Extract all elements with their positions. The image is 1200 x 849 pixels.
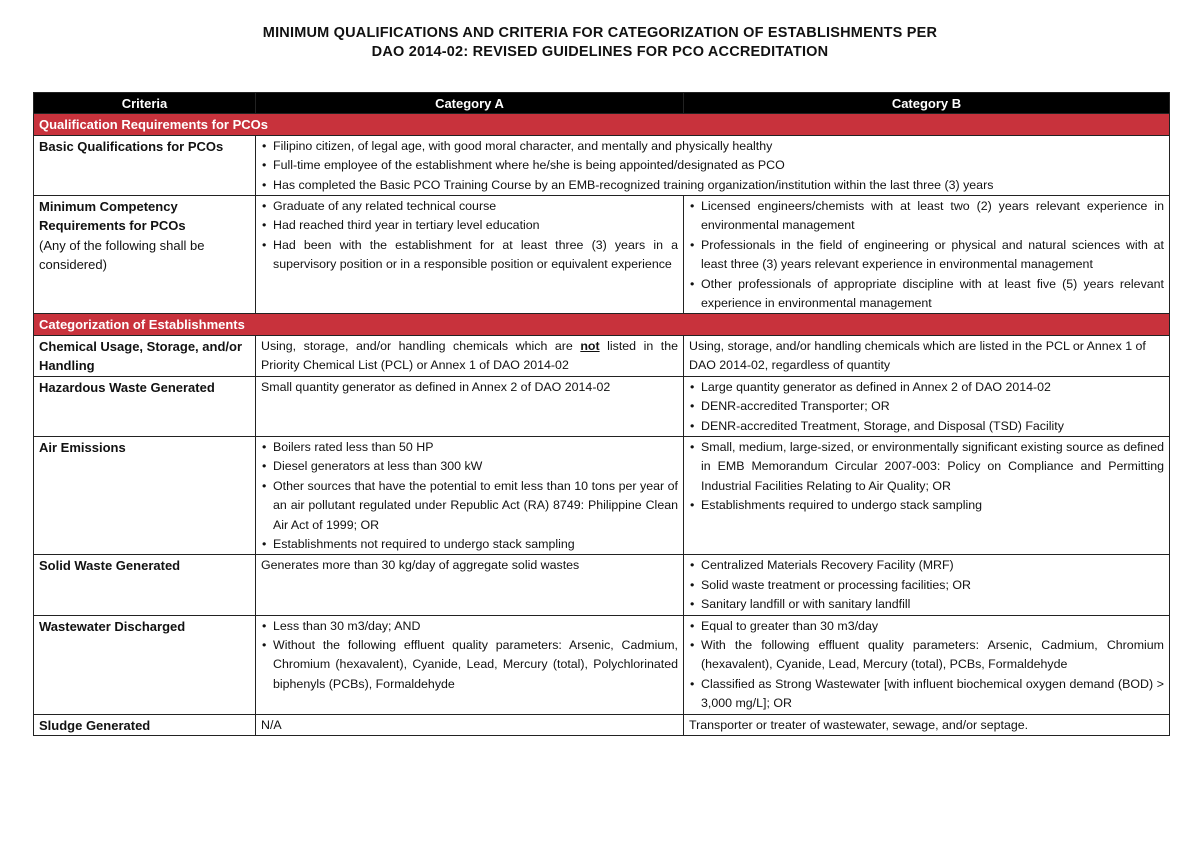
list-item: • Without the following effluent quality parameters: Arsenic, Cadmium, Chromium (hexavalent), Cyanide, Lead, Mercury (total), Polychlorinated biphenyls (PCBs), Formaldehyde [261,636,678,694]
criteria-sludge: Sludge Generated [34,714,256,735]
table-row-chemical [34,335,1170,376]
criteria-hazardous: Hazardous Waste Generated [34,376,256,436]
list-item: • Had reached third year in tertiary level education [261,216,678,235]
list-item: • Other professionals of appropriate discipline with at least five (5) years relevant experience in environmental management [689,275,1164,314]
sludge-category-b: Transporter or treater of wastewater, sewage, and/or septage. [684,714,1170,735]
header-category-b: Category B [684,93,1170,114]
solid-category-b [684,555,1170,615]
criteria-basic: Basic Qualifications for PCOs [34,135,256,195]
table-row-competency [34,196,1170,314]
table-row-hazardous [34,376,1170,436]
table-row-solid [34,555,1170,615]
chemical-a-text-end: listed in the Priority Chemical List (PCL) or Annex 1 of DAO 2014-02 [261,338,679,373]
list-item: • Equal to greater than 30 m3/day [689,617,1164,636]
list-item: • Diesel generators at less than 300 kW [261,457,678,476]
criteria-competency [34,196,256,314]
chemical-category-b: Using, storage, and/or handling chemicals which are listed in the PCL or Annex 1 of DAO 2014-02, regardless of quantity [684,335,1170,376]
list-item: • Small, medium, large-sized, or environmentally significant existing source as defined in EMB Memorandum Circular 2007-003: Policy on Compliance and Permitting Industrial Facilities Relating to Air Quality; OR [689,438,1164,496]
list-item: • Professionals in the field of engineering or physical and natural sciences with at least three (3) years relevant experience in environmental management [689,236,1164,275]
section-row-qualification [34,114,1170,135]
list-item: • Sanitary landfill or with sanitary landfill [689,595,1164,614]
basic-requirements [256,135,1170,195]
sludge-category-a: N/A [256,714,684,735]
criteria-wastewater: Wastewater Discharged [34,615,256,714]
table-header-row [34,93,1170,114]
criteria-air: Air Emissions [34,436,256,554]
table-row-sludge [34,714,1170,735]
criteria-table [33,92,1170,736]
wastewater-category-b [684,615,1170,714]
list-item: • Large quantity generator as defined in Annex 2 of DAO 2014-02 [689,378,1164,397]
list-item: • Establishments required to undergo stack sampling [689,496,1164,515]
list-item: • Graduate of any related technical course [261,197,678,216]
criteria-chemical: Chemical Usage, Storage, and/or Handling [34,335,256,376]
list-item: • Licensed engineers/chemists with at least two (2) years relevant experience in environmental management [689,197,1164,236]
competency-category-b [684,196,1170,314]
list-item: • Establishments not required to undergo stack sampling [261,535,678,554]
document-title [0,24,1200,62]
air-category-b [684,436,1170,554]
title-line-2: DAO 2014-02: REVISED GUIDELINES FOR PCO ACCREDITATION [371,44,829,60]
header-category-a: Category A [256,93,684,114]
section-categorization: Categorization of Establishments [34,314,1170,335]
criteria-solid: Solid Waste Generated [34,555,256,615]
air-category-a [256,436,684,554]
list-item: • Other sources that have the potential to emit less than 10 tons per year of an air pollutant regulated under Republic Act (RA) 8749: Philippine Clean Air Act of 1999; OR [261,477,678,535]
chemical-a-not-emphasis: not [580,338,600,353]
list-item: • Centralized Materials Recovery Facility (MRF) [689,556,1164,575]
criteria-competency-note: (Any of the following shall be considered) [39,237,205,273]
competency-category-a [256,196,684,314]
hazardous-category-b [684,376,1170,436]
list-item: • Solid waste treatment or processing facilities; OR [689,576,1164,595]
list-item: • Less than 30 m3/day; AND [261,617,678,636]
list-item: • With the following effluent quality parameters: Arsenic, Cadmium, Chromium (hexavalent), Cyanide, Lead, Mercury (total), PCBs, Formaldehyde [689,636,1164,675]
criteria-competency-label: Minimum Competency Requirements for PCOs [39,199,186,234]
table-row-air [34,436,1170,554]
list-item: • DENR-accredited Transporter; OR [689,397,1164,416]
list-item: • DENR-accredited Treatment, Storage, and Disposal (TSD) Facility [689,417,1164,436]
list-item: • Full-time employee of the establishment where he/she is being appointed/designated as PCO [261,156,1164,175]
section-row-categorization [34,314,1170,335]
section-qualification: Qualification Requirements for PCOs [34,114,1170,135]
list-item: • Filipino citizen, of legal age, with good moral character, and mentally and physically healthy [261,137,1164,156]
chemical-category-a [256,335,684,376]
hazardous-category-a: Small quantity generator as defined in Annex 2 of DAO 2014-02 [256,376,684,436]
title-line-1: MINIMUM QUALIFICATIONS AND CRITERIA FOR CATEGORIZATION OF ESTABLISHMENTS PER [262,25,938,41]
header-criteria: Criteria [34,93,256,114]
solid-category-a: Generates more than 30 kg/day of aggregate solid wastes [256,555,684,615]
list-item: • Had been with the establishment for at least three (3) years in a supervisory position or in a responsible position or equivalent experience [261,236,678,275]
list-item: • Classified as Strong Wastewater [with influent biochemical oxygen demand (BOD) > 3,000 mg/L]; OR [689,675,1164,714]
list-item: • Boilers rated less than 50 HP [261,438,678,457]
list-item: • Has completed the Basic PCO Training Course by an EMB-recognized training organization/institution within the last three (3) years [261,176,1164,195]
table-row-wastewater [34,615,1170,714]
table-row-basic [34,135,1170,195]
chemical-a-text-start: Using, storage, and/or handling chemicals which are [261,338,581,353]
wastewater-category-a [256,615,684,714]
